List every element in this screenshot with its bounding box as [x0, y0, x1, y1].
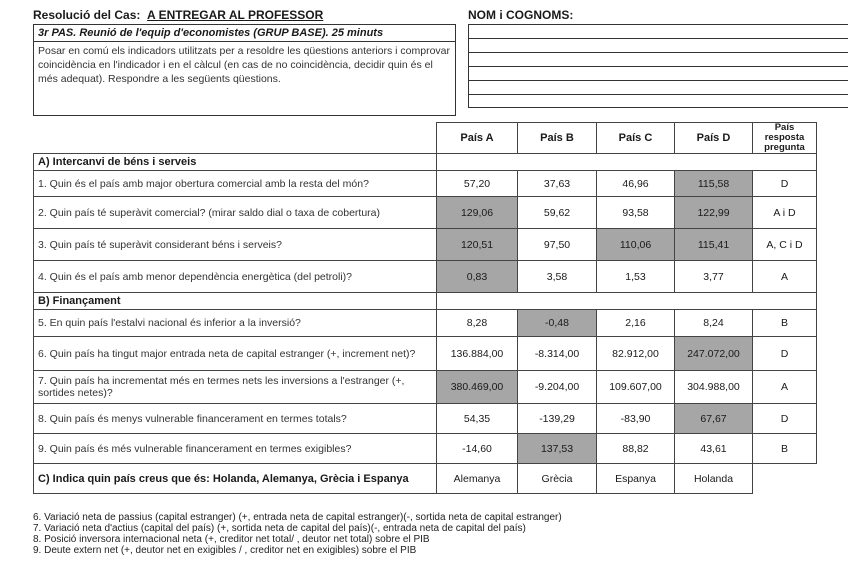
value-cell: 380.469,00	[437, 371, 518, 404]
question-cell: 7. Quin país ha incrementat més en termes nets les inversions a l'estranger (+, sortides netes)?	[34, 371, 437, 404]
name-field[interactable]	[468, 52, 848, 66]
answer-cell[interactable]: A	[753, 371, 817, 404]
value-cell: 110,06	[597, 229, 675, 261]
table-row	[34, 371, 817, 404]
country-answer-cell[interactable]: Alemanya	[437, 464, 518, 494]
question-cell: 8. Quin país és menys vulnerable financerament en termes totals?	[34, 404, 437, 434]
case-label: Resolució del Cas:	[33, 8, 141, 22]
table-row	[34, 229, 817, 261]
blank-cell	[753, 464, 817, 494]
question-cell: 1. Quin és el país amb major obertura comercial amb la resta del món?	[34, 171, 437, 197]
footnotes	[33, 512, 562, 556]
question-cell: 5. En quin país l'estalvi nacional és inferior a la inversió?	[34, 310, 437, 337]
question-cell: 3. Quin país té superàvit considerant béns i serveis?	[34, 229, 437, 261]
country-answer-cell[interactable]: Holanda	[675, 464, 753, 494]
value-cell: 57,20	[437, 171, 518, 197]
value-cell: 129,06	[437, 197, 518, 229]
answer-cell[interactable]: D	[753, 171, 817, 197]
value-cell: 304.988,00	[675, 371, 753, 404]
country-answer-cell[interactable]: Espanya	[597, 464, 675, 494]
value-cell: 3,77	[675, 261, 753, 293]
blank-header	[34, 123, 437, 154]
answer-cell[interactable]: A i D	[753, 197, 817, 229]
question-cell: 4. Quin és el país amb menor dependència energètica (del petroli)?	[34, 261, 437, 293]
value-cell: -8.314,00	[518, 337, 597, 371]
name-field[interactable]	[468, 24, 848, 38]
name-field[interactable]	[468, 66, 848, 80]
section-filler	[437, 154, 817, 171]
value-cell: 115,41	[675, 229, 753, 261]
name-label: NOM i COGNOMS:	[468, 8, 574, 22]
col-header: País A	[437, 123, 518, 154]
value-cell: -0,48	[518, 310, 597, 337]
col-header: País B	[518, 123, 597, 154]
footnote: 7. Variació neta d'actius (capital del país) (+, sortida neta de capital del país)(-, entrada neta de capital del país)	[33, 523, 526, 534]
value-cell: 43,61	[675, 434, 753, 464]
table-row	[34, 197, 817, 229]
value-cell: 8,28	[437, 310, 518, 337]
table-row	[34, 337, 817, 371]
name-field[interactable]	[468, 38, 848, 52]
case-header	[33, 8, 323, 22]
value-cell: 247.072,00	[675, 337, 753, 371]
answer-cell[interactable]: B	[753, 434, 817, 464]
name-field[interactable]	[468, 94, 848, 108]
table-row	[34, 261, 817, 293]
value-cell: 115,58	[675, 171, 753, 197]
name-fields	[468, 24, 848, 108]
value-cell: 46,96	[597, 171, 675, 197]
value-cell: 137,53	[518, 434, 597, 464]
table-row	[34, 310, 817, 337]
col-header: País resposta pregunta	[753, 123, 817, 154]
question-cell: 2. Quin país té superàvit comercial? (mirar saldo dial o taxa de cobertura)	[34, 197, 437, 229]
section-filler	[437, 293, 817, 310]
value-cell: 3,58	[518, 261, 597, 293]
value-cell: 54,35	[437, 404, 518, 434]
instructions-body: Posar en comú els indicadors utilitzats per a resoldre les qüestions anteriors i comprovar coincidència en l'indicador i en el càlcul (en cas de no coincidència, decidir quin és el més adequat). Respondre a les següents qüestions.	[38, 45, 451, 85]
table-row	[34, 171, 817, 197]
value-cell: 109.607,00	[597, 371, 675, 404]
name-field[interactable]	[468, 80, 848, 94]
value-cell: -14,60	[437, 434, 518, 464]
answer-cell[interactable]: D	[753, 337, 817, 371]
value-cell: 8,24	[675, 310, 753, 337]
value-cell: -9.204,00	[518, 371, 597, 404]
value-cell: 122,99	[675, 197, 753, 229]
table-row	[34, 404, 817, 434]
value-cell: 97,50	[518, 229, 597, 261]
footnote: 8. Posició inversora internacional neta (+, creditor net total/ , deutor net total) sobre el PIB	[33, 534, 430, 545]
footnote: 9. Deute extern net (+, deutor net en exigibles / , creditor net en exigibles) sobre el PIB	[33, 545, 417, 556]
answer-cell[interactable]: B	[753, 310, 817, 337]
final-question: C) Indica quin país creus que és: Holanda, Alemanya, Grècia i Espanya	[34, 464, 437, 494]
value-cell: -83,90	[597, 404, 675, 434]
col-header: País C	[597, 123, 675, 154]
value-cell: 82.912,00	[597, 337, 675, 371]
section-title: A) Intercanvi de béns i serveis	[34, 154, 437, 171]
instructions-title: 3r PAS. Reunió de l'equip d'economistes (GRUP BASE). 25 minuts	[34, 25, 455, 42]
section-title: B) Finançament	[34, 293, 437, 310]
value-cell: 2,16	[597, 310, 675, 337]
value-cell: 88,82	[597, 434, 675, 464]
value-cell: 37,63	[518, 171, 597, 197]
results-table	[33, 122, 817, 494]
country-answer-cell[interactable]: Grècia	[518, 464, 597, 494]
answer-cell[interactable]: D	[753, 404, 817, 434]
value-cell: 120,51	[437, 229, 518, 261]
value-cell: 0,83	[437, 261, 518, 293]
value-cell: 67,67	[675, 404, 753, 434]
question-cell: 9. Quin país és més vulnerable financerament en termes exigibles?	[34, 434, 437, 464]
case-title: A ENTREGAR AL PROFESSOR	[147, 8, 324, 22]
value-cell: -139,29	[518, 404, 597, 434]
value-cell: 93,58	[597, 197, 675, 229]
footnote: 6. Variació neta de passius (capital estranger) (+, entrada neta de capital estranger)(-, sortida neta de capital estranger)	[33, 512, 562, 523]
table-row	[34, 434, 817, 464]
value-cell: 59,62	[518, 197, 597, 229]
col-header: País D	[675, 123, 753, 154]
instructions-box	[33, 24, 456, 116]
question-cell: 6. Quin país ha tingut major entrada neta de capital estranger (+, increment net)?	[34, 337, 437, 371]
value-cell: 1,53	[597, 261, 675, 293]
value-cell: 136.884,00	[437, 337, 518, 371]
answer-cell[interactable]: A, C i D	[753, 229, 817, 261]
answer-cell[interactable]: A	[753, 261, 817, 293]
